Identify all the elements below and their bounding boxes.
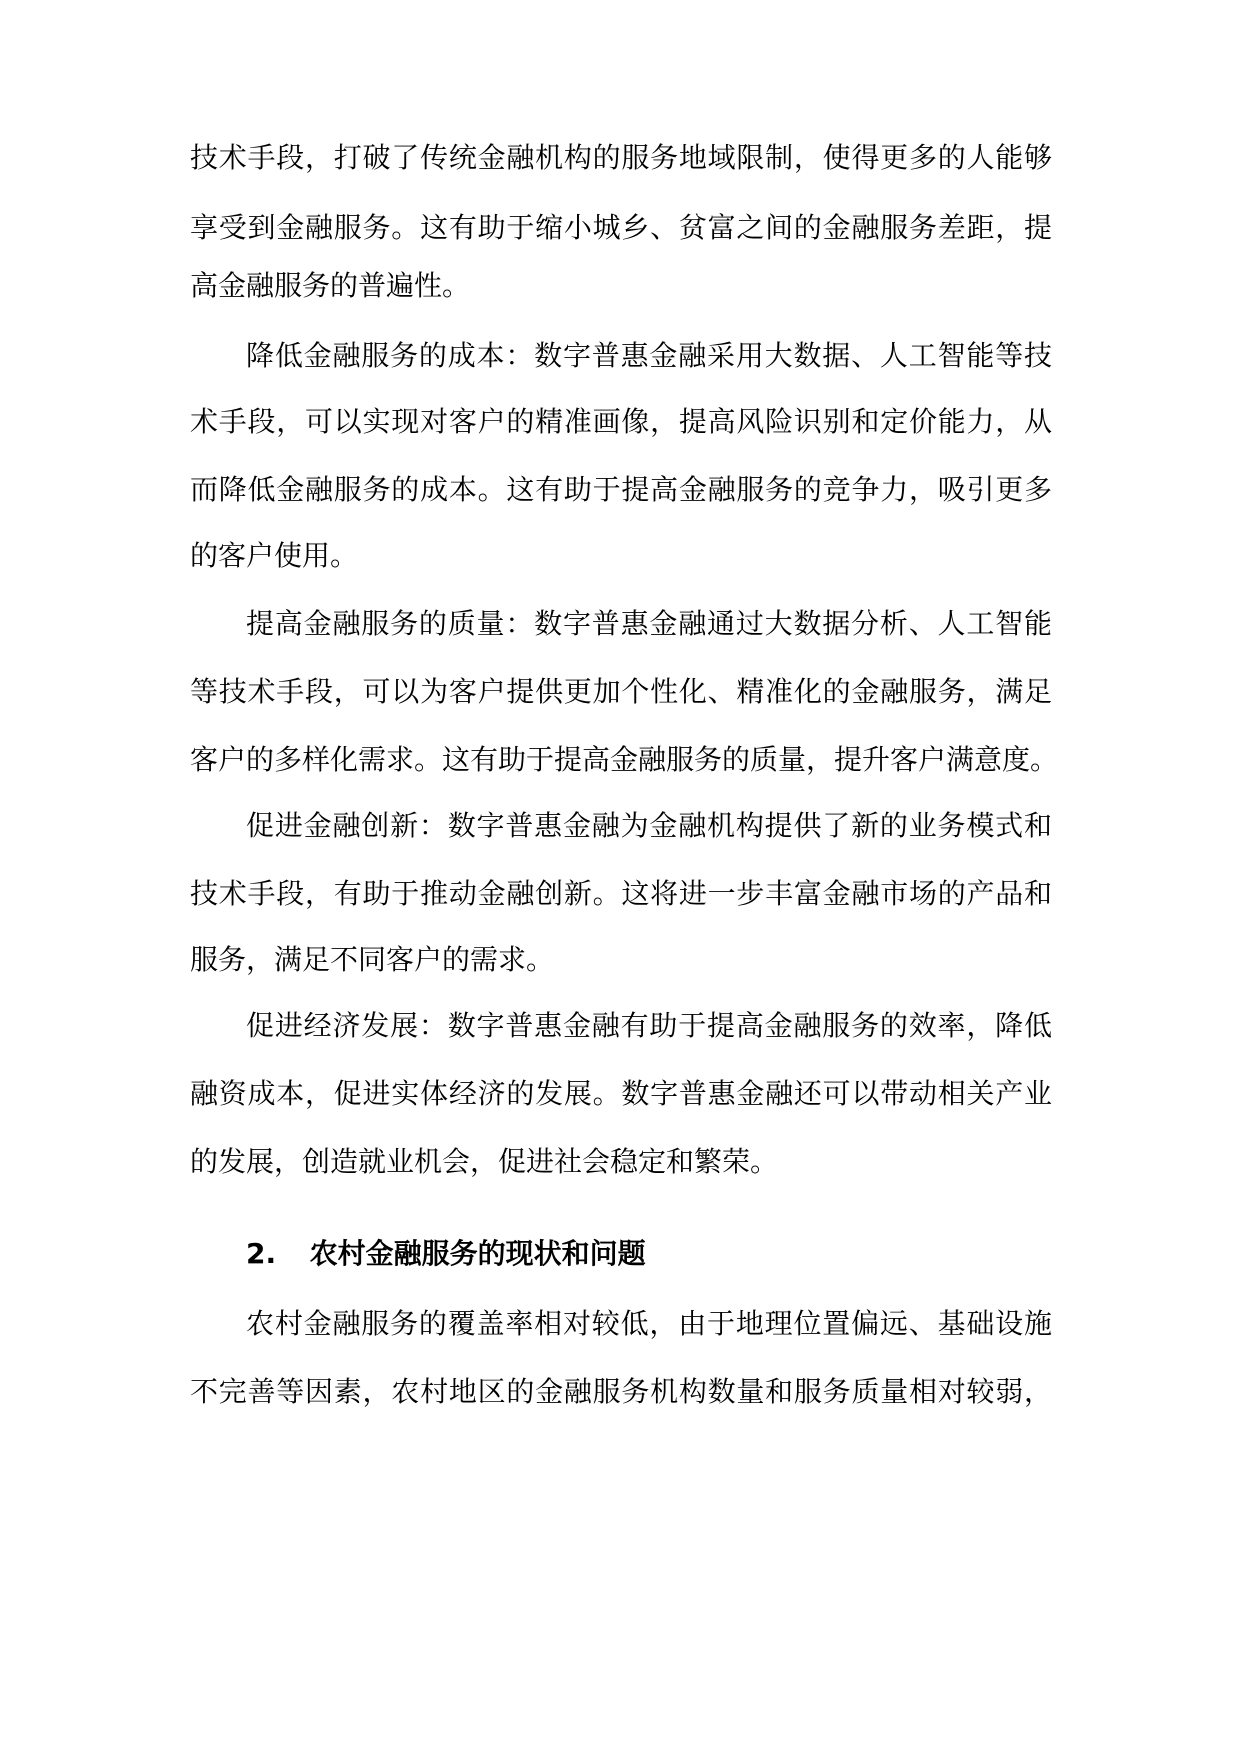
paragraph-1-line-1: 技术手段，打破了传统金融机构的服务地域限制，使得更多的人能够 xyxy=(190,141,1052,174)
paragraph-5-line-1: 促进经济发展：数字普惠金融有助于提高金融服务的效率，降低 xyxy=(246,1009,1052,1042)
paragraph-4-line-2: 技术手段，有助于推动金融创新。这将进一步丰富金融市场的产品和 xyxy=(190,877,1052,910)
paragraph-1-line-2: 享受到金融服务。这有助于缩小城乡、贫富之间的金融服务差距，提 xyxy=(190,211,1052,244)
paragraph-1-line-3: 高金融服务的普遍性。 xyxy=(190,269,471,302)
section-number: 2. xyxy=(246,1237,277,1270)
section-title: 农村金融服务的现状和问题 xyxy=(309,1237,646,1270)
paragraph-5-line-2: 融资成本，促进实体经济的发展。数字普惠金融还可以带动相关产业 xyxy=(190,1077,1052,1110)
paragraph-2-line-1: 降低金融服务的成本：数字普惠金融采用大数据、人工智能等技 xyxy=(246,339,1052,372)
paragraph-2-line-4: 的客户使用。 xyxy=(190,539,359,572)
section-paragraph-line-1: 农村金融服务的覆盖率相对较低，由于地理位置偏远、基础设施 xyxy=(246,1307,1052,1340)
section-heading xyxy=(246,1234,1052,1274)
paragraph-3-line-1: 提高金融服务的质量：数字普惠金融通过大数据分析、人工智能 xyxy=(246,607,1052,640)
paragraph-4-line-1: 促进金融创新：数字普惠金融为金融机构提供了新的业务模式和 xyxy=(246,809,1052,842)
paragraph-4-line-3: 服务，满足不同客户的需求。 xyxy=(190,943,555,976)
paragraph-2-line-3: 而降低金融服务的成本。这有助于提高金融服务的竞争力，吸引更多 xyxy=(190,473,1052,506)
paragraph-3-line-2: 等技术手段，可以为客户提供更加个性化、精准化的金融服务，满足 xyxy=(190,675,1052,708)
paragraph-5-line-3: 的发展，创造就业机会，促进社会稳定和繁荣。 xyxy=(190,1145,779,1178)
paragraph-3-line-3: 客户的多样化需求。这有助于提高金融服务的质量，提升客户满意度。 xyxy=(190,743,1059,776)
section-paragraph-line-2: 不完善等因素，农村地区的金融服务机构数量和服务质量相对较弱， xyxy=(190,1375,1052,1408)
paragraph-2-line-2: 术手段，可以实现对客户的精准画像，提高风险识别和定价能力，从 xyxy=(190,405,1052,438)
